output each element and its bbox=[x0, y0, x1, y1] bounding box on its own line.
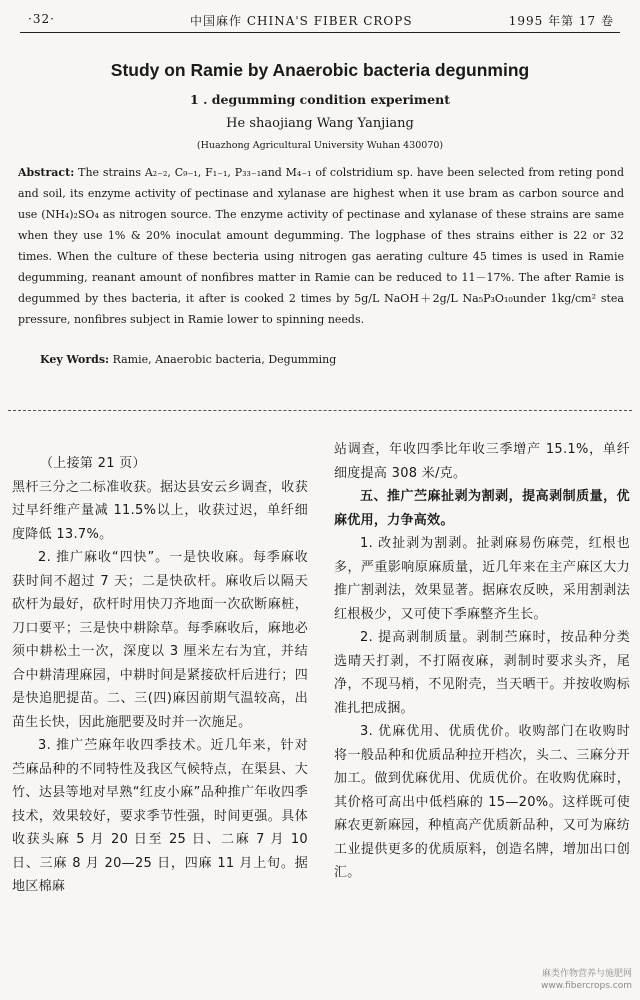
keywords-text: Ramie, Anaerobic bacteria, Degumming bbox=[112, 353, 337, 366]
watermark-url: www.fibercrops.com bbox=[541, 981, 632, 991]
running-head bbox=[20, 10, 620, 32]
paragraph: 3. 推广苎麻年收四季技术。近几年来，针对苎麻品种的不同特性及我区气候特点，在渠县、大竹、达县等地对早熟“红皮小麻”品种推广年收四季技术，效果较好，要求季节性强，时间更强。具体收获头麻 5 月 20 日至 25 日、二麻 7 月 10 日、三麻 8 月 20—25 日，四麻 11 月上旬。据地区棉麻 bbox=[12, 738, 308, 894]
paragraph: 1. 改扯剥为割剥。扯剥麻易伤麻莞，红根也多，严重影响原麻质量，近几年来在主产麻区大力推广割剥法，效果显著。据麻农反映，采用割剥法红根极少，又可使下季麻整齐生长。 bbox=[334, 536, 630, 622]
paragraph: 3. 优麻优用、优质优价。收购部门在收购时将一般品种和优质品种拉开档次，头二、三麻分开加工。做到优麻优用、优质优价。在收购优麻时，其价格可高出中低档麻的 15—20%。这样既可使麻农更新麻园，种植高产优质新品种，又可为麻纺工业提供更多的优质原料，创造名牌，增加出口创汇。 bbox=[334, 724, 630, 880]
keywords bbox=[40, 353, 620, 366]
paragraph: 站调查，年收四季比年收三季增产 15.1%，单纤细度提高 308 米/克。 bbox=[334, 442, 630, 481]
keywords-label: Key Words: bbox=[40, 353, 110, 366]
continued-note: （上接第 21 页） bbox=[40, 456, 146, 471]
section-divider bbox=[8, 410, 632, 411]
volume-label: 1995 年第 17 卷 bbox=[508, 14, 614, 28]
section-heading: 五、推广苎麻扯剥为割剥，提高剥制质量，优麻优用，力争高效。 bbox=[334, 489, 630, 528]
body-column-left bbox=[12, 452, 308, 899]
watermark-title: 麻类作物营养与施肥网 bbox=[541, 969, 632, 979]
paragraph: 黑杆三分之二标准收获。据达县安云乡调查，收获过早纤维产量减 11.5%以上，收获过迟，单纤细度降低 13.7%。 bbox=[12, 479, 308, 542]
paragraph: 2. 提高剥制质量。剥制苎麻时，按品种分类选晴天打剥，不打隔夜麻，剥制时要求头齐，尾净，不现马梢，不见附壳，当天晒干。并按收购标准扎把成捆。 bbox=[334, 630, 630, 716]
abstract-text: The strains A₂₋₂, C₉₋₁, F₁₋₁, P₃₃₋₁and M₄₋₁ of colstridium sp. have been selected from reting pond and soil, its enzyme activity of pectinase and xylanase are highest when it use bram as carbon source and use (NH₄)₂SO₄ as nitrogen source. The enzyme activity of pectinase and xylanase of these strains are same when they use 1% & 20% inoculat amount degumming. The logphase of thes strains either is 22 or 32 times. When the culture of these becteria using nitrogen gas aerating culture 45 times is used in Ramie degumming, reanant amount of nonfibres matter in Ramie can be reduced to 11－17%. The after Ramie is degummed by thes bacteria, it after is cooked 2 times by 5g/L NaOH＋2g/L Na₅P₃O₁₀under 1kg/cm² stea pressure, nonfibres subject in Ramie lower to spinning needs. bbox=[18, 166, 624, 326]
article-title: Study on Ramie by Anaerobic bacteria degunming bbox=[110, 60, 530, 80]
article-authors: He shaojiang Wang Yanjiang bbox=[226, 116, 414, 131]
article-subtitle: 1 . degumming condition experiment bbox=[190, 92, 450, 107]
body-column-right bbox=[334, 438, 630, 885]
article-affiliation: (Huazhong Agricultural University Wuhan 430070) bbox=[196, 140, 444, 151]
page-number: ·32· bbox=[28, 12, 55, 26]
abstract bbox=[18, 162, 624, 330]
abstract-label: Abstract: bbox=[18, 166, 75, 179]
paragraph: 2. 推广麻收“四快”。一是快收麻。每季麻收获时间不超过 7 天；二是快砍杆。麻收后以隔天砍杆为最好，砍杆时用快刀齐地面一次砍断麻桩，刀口要平；三是快中耕除草。每季麻收后，麻地必须中耕松土一次，深度以 3 厘米左右为宜，并结合中耕清理麻园，中耕时间是紧接砍杆后进行；四是快追肥提苗。二、三(四)麻因前期气温较高，出苗生长快，因此施肥要及时并一次施足。 bbox=[12, 550, 308, 730]
journal-name: 中国麻作 CHINA'S FIBER CROPS bbox=[190, 14, 413, 28]
header-rule bbox=[20, 32, 620, 33]
watermark bbox=[541, 968, 632, 992]
